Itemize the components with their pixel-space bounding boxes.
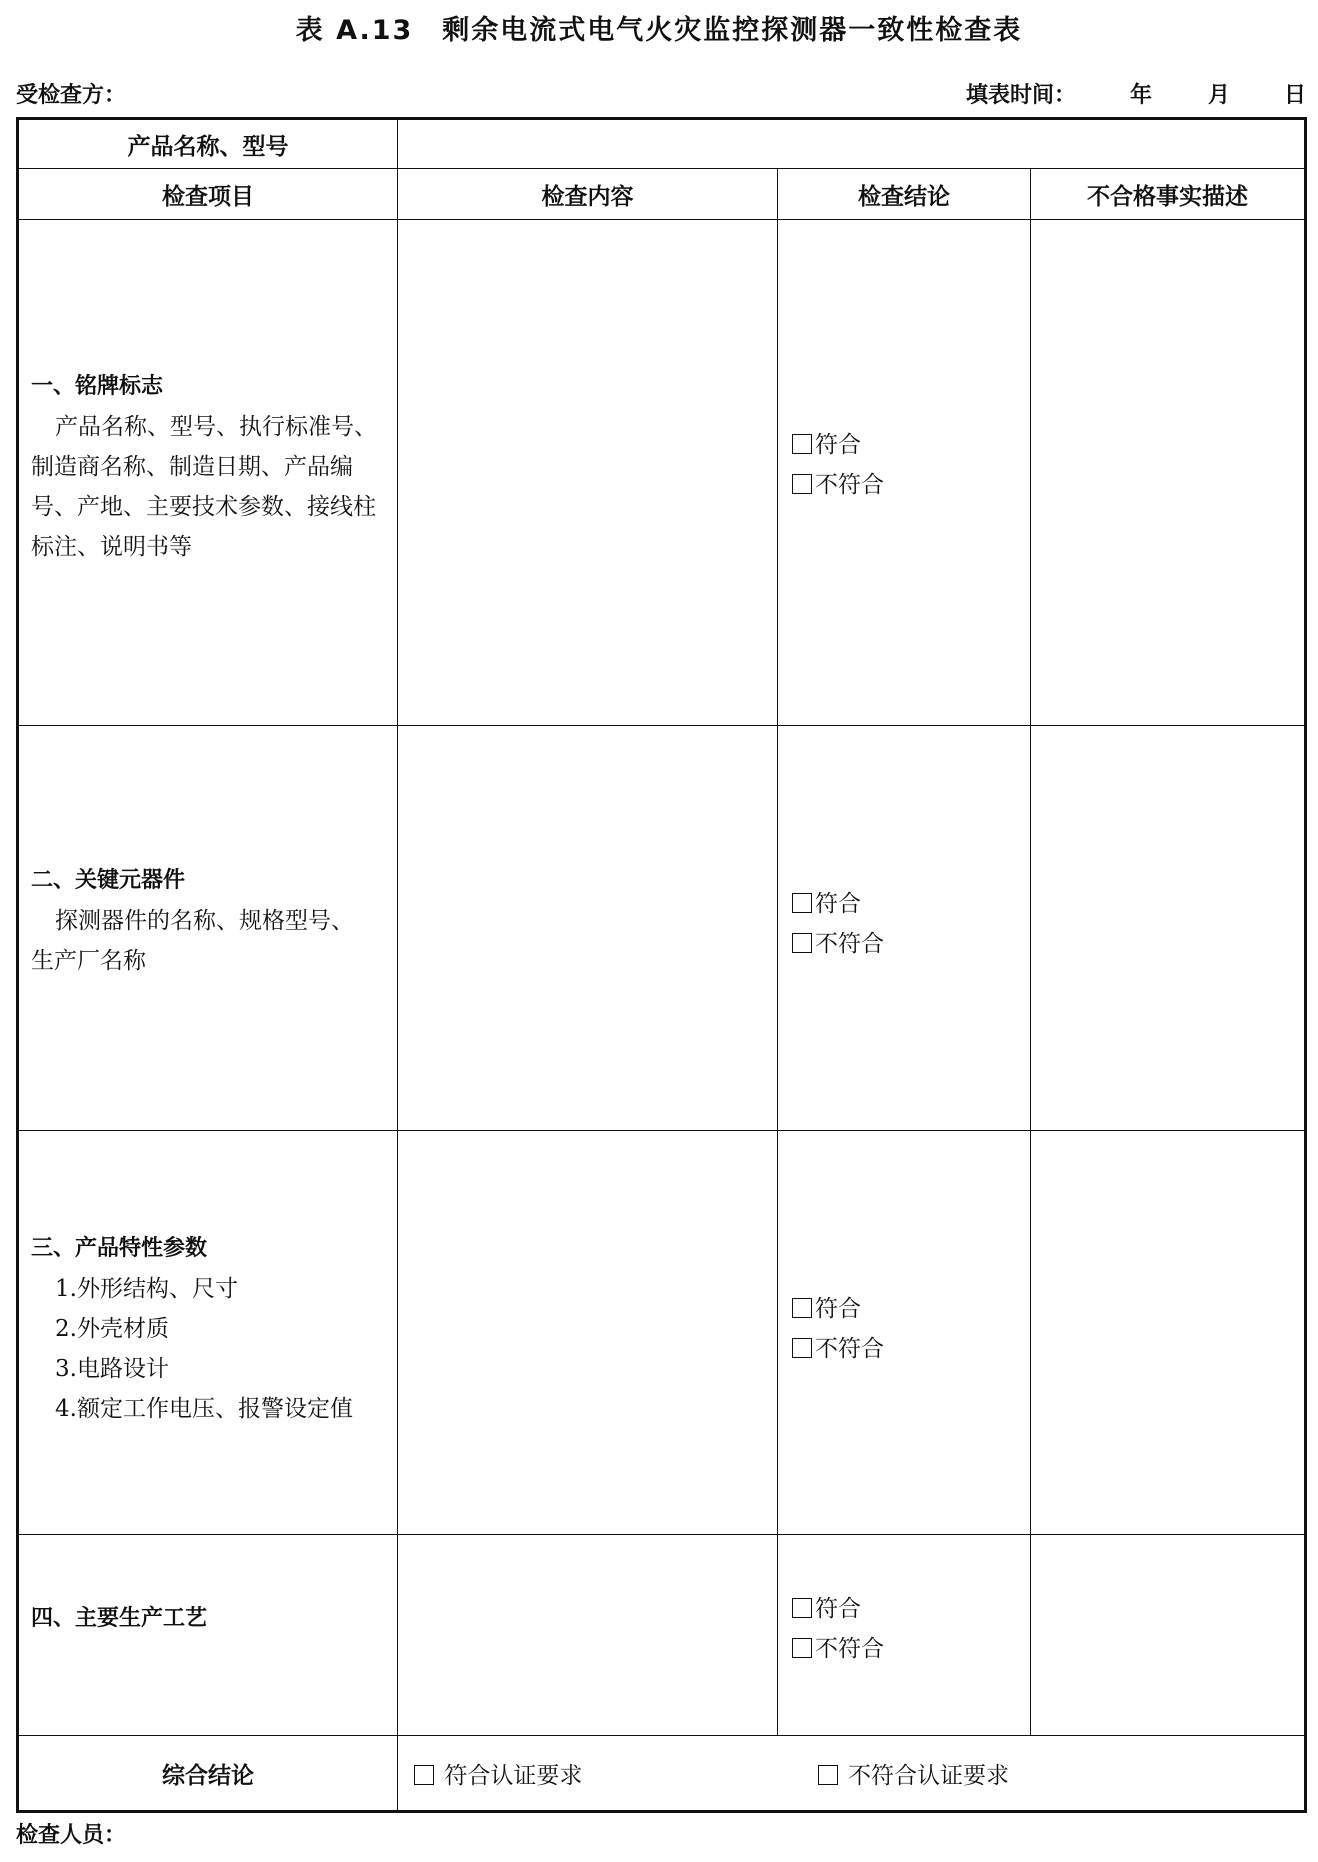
summary-row [18, 1736, 1306, 1812]
conform-label: 符合 [815, 1295, 861, 1322]
table-row [18, 726, 1306, 1131]
table-row [18, 220, 1306, 726]
item-title: 四、主要生产工艺 [31, 1606, 208, 1631]
month-label: 月 [1208, 83, 1231, 108]
content-cell[interactable] [398, 1535, 778, 1736]
summary-options-cell [398, 1736, 1306, 1812]
inspection-table [16, 117, 1307, 1813]
item-line: 4.额定工作电压、报警设定值 [55, 1395, 353, 1422]
checkbox-icon[interactable] [792, 933, 812, 953]
content-cell[interactable] [398, 726, 778, 1131]
item-line: 产品名称、型号、执行标准号、 [55, 413, 377, 440]
item-cell [18, 1535, 398, 1736]
conclusion-cell [778, 220, 1031, 726]
nonconform-label: 不符合 [815, 1335, 884, 1362]
product-value-cell[interactable] [398, 119, 1306, 169]
product-row [18, 119, 1306, 169]
checkbox-icon[interactable] [792, 1298, 812, 1318]
not-meet-requirements-label: 不符合认证要求 [847, 1762, 1009, 1789]
table-row [18, 1535, 1306, 1736]
checkbox-icon[interactable] [818, 1765, 838, 1785]
checkbox-icon[interactable] [792, 1338, 812, 1358]
conclusion-cell [778, 726, 1031, 1131]
item-line: 探测器件的名称、规格型号、 [55, 908, 354, 934]
conclusion-cell [778, 1535, 1031, 1736]
item-cell [18, 220, 398, 726]
nonconform-option[interactable] [792, 1329, 1030, 1369]
checkbox-icon[interactable] [414, 1765, 434, 1785]
conform-label: 符合 [815, 431, 861, 458]
nonconform-option[interactable] [792, 924, 1030, 964]
table-row [18, 1131, 1306, 1535]
form-title: 表 A.13 剩余电流式电气火灾监控探测器一致性检查表 [295, 15, 1023, 46]
summary-label: 综合结论 [18, 1736, 398, 1812]
nonconformity-cell[interactable] [1031, 1131, 1306, 1535]
item-line: 号、产地、主要技术参数、接线柱 [31, 493, 376, 520]
nonconformity-cell[interactable] [1031, 220, 1306, 726]
conform-label: 符合 [815, 1596, 861, 1622]
header-conclusion: 检查结论 [778, 169, 1031, 220]
item-line: 3.电路设计 [55, 1355, 169, 1382]
nonconform-label: 不符合 [815, 931, 884, 957]
header-nonconformity: 不合格事实描述 [1031, 169, 1306, 220]
inspected-party-label: 受检查方： [16, 83, 127, 108]
item-line: 标注、说明书等 [31, 533, 192, 560]
conclusion-cell [778, 1131, 1031, 1535]
year-label: 年 [1130, 83, 1153, 108]
item-line: 生产厂名称 [31, 948, 146, 974]
conform-option[interactable] [792, 1589, 1030, 1629]
conform-label: 符合 [815, 891, 861, 917]
content-cell[interactable] [398, 220, 778, 726]
not-meet-requirements-option[interactable] [818, 1757, 1009, 1790]
item-title: 一、铭牌标志 [31, 373, 164, 399]
nonconform-option[interactable] [792, 465, 1030, 505]
conform-option[interactable] [792, 884, 1030, 924]
inspector-label: 检查人员： [16, 1823, 127, 1848]
conform-option[interactable] [792, 1289, 1030, 1329]
checkbox-icon[interactable] [792, 474, 812, 494]
checkbox-icon[interactable] [792, 893, 812, 913]
nonconform-label: 不符合 [815, 471, 884, 498]
nonconform-option[interactable] [792, 1629, 1030, 1669]
checkbox-icon[interactable] [792, 1598, 812, 1618]
nonconformity-cell[interactable] [1031, 726, 1306, 1131]
item-line: 2.外壳材质 [55, 1315, 169, 1342]
header-item: 检查项目 [18, 169, 398, 220]
fill-time-label: 填表时间： [966, 83, 1077, 108]
header-content: 检查内容 [398, 169, 778, 220]
checkbox-icon[interactable] [792, 434, 812, 454]
item-cell [18, 1131, 398, 1535]
nonconformity-cell[interactable] [1031, 1535, 1306, 1736]
item-title: 三、产品特性参数 [31, 1235, 208, 1261]
item-cell [18, 726, 398, 1131]
nonconform-label: 不符合 [815, 1636, 884, 1662]
meet-requirements-option[interactable] [414, 1757, 582, 1790]
meet-requirements-label: 符合认证要求 [444, 1762, 583, 1789]
content-cell[interactable] [398, 1131, 778, 1535]
item-line: 制造商名称、制造日期、产品编 [31, 453, 353, 480]
day-label: 日 [1284, 83, 1307, 108]
item-title: 二、关键元器件 [31, 868, 186, 893]
checkbox-icon[interactable] [792, 1638, 812, 1658]
product-label: 产品名称、型号 [18, 119, 398, 169]
header-row [18, 169, 1306, 220]
item-line: 1.外形结构、尺寸 [55, 1275, 238, 1302]
conform-option[interactable] [792, 425, 1030, 465]
